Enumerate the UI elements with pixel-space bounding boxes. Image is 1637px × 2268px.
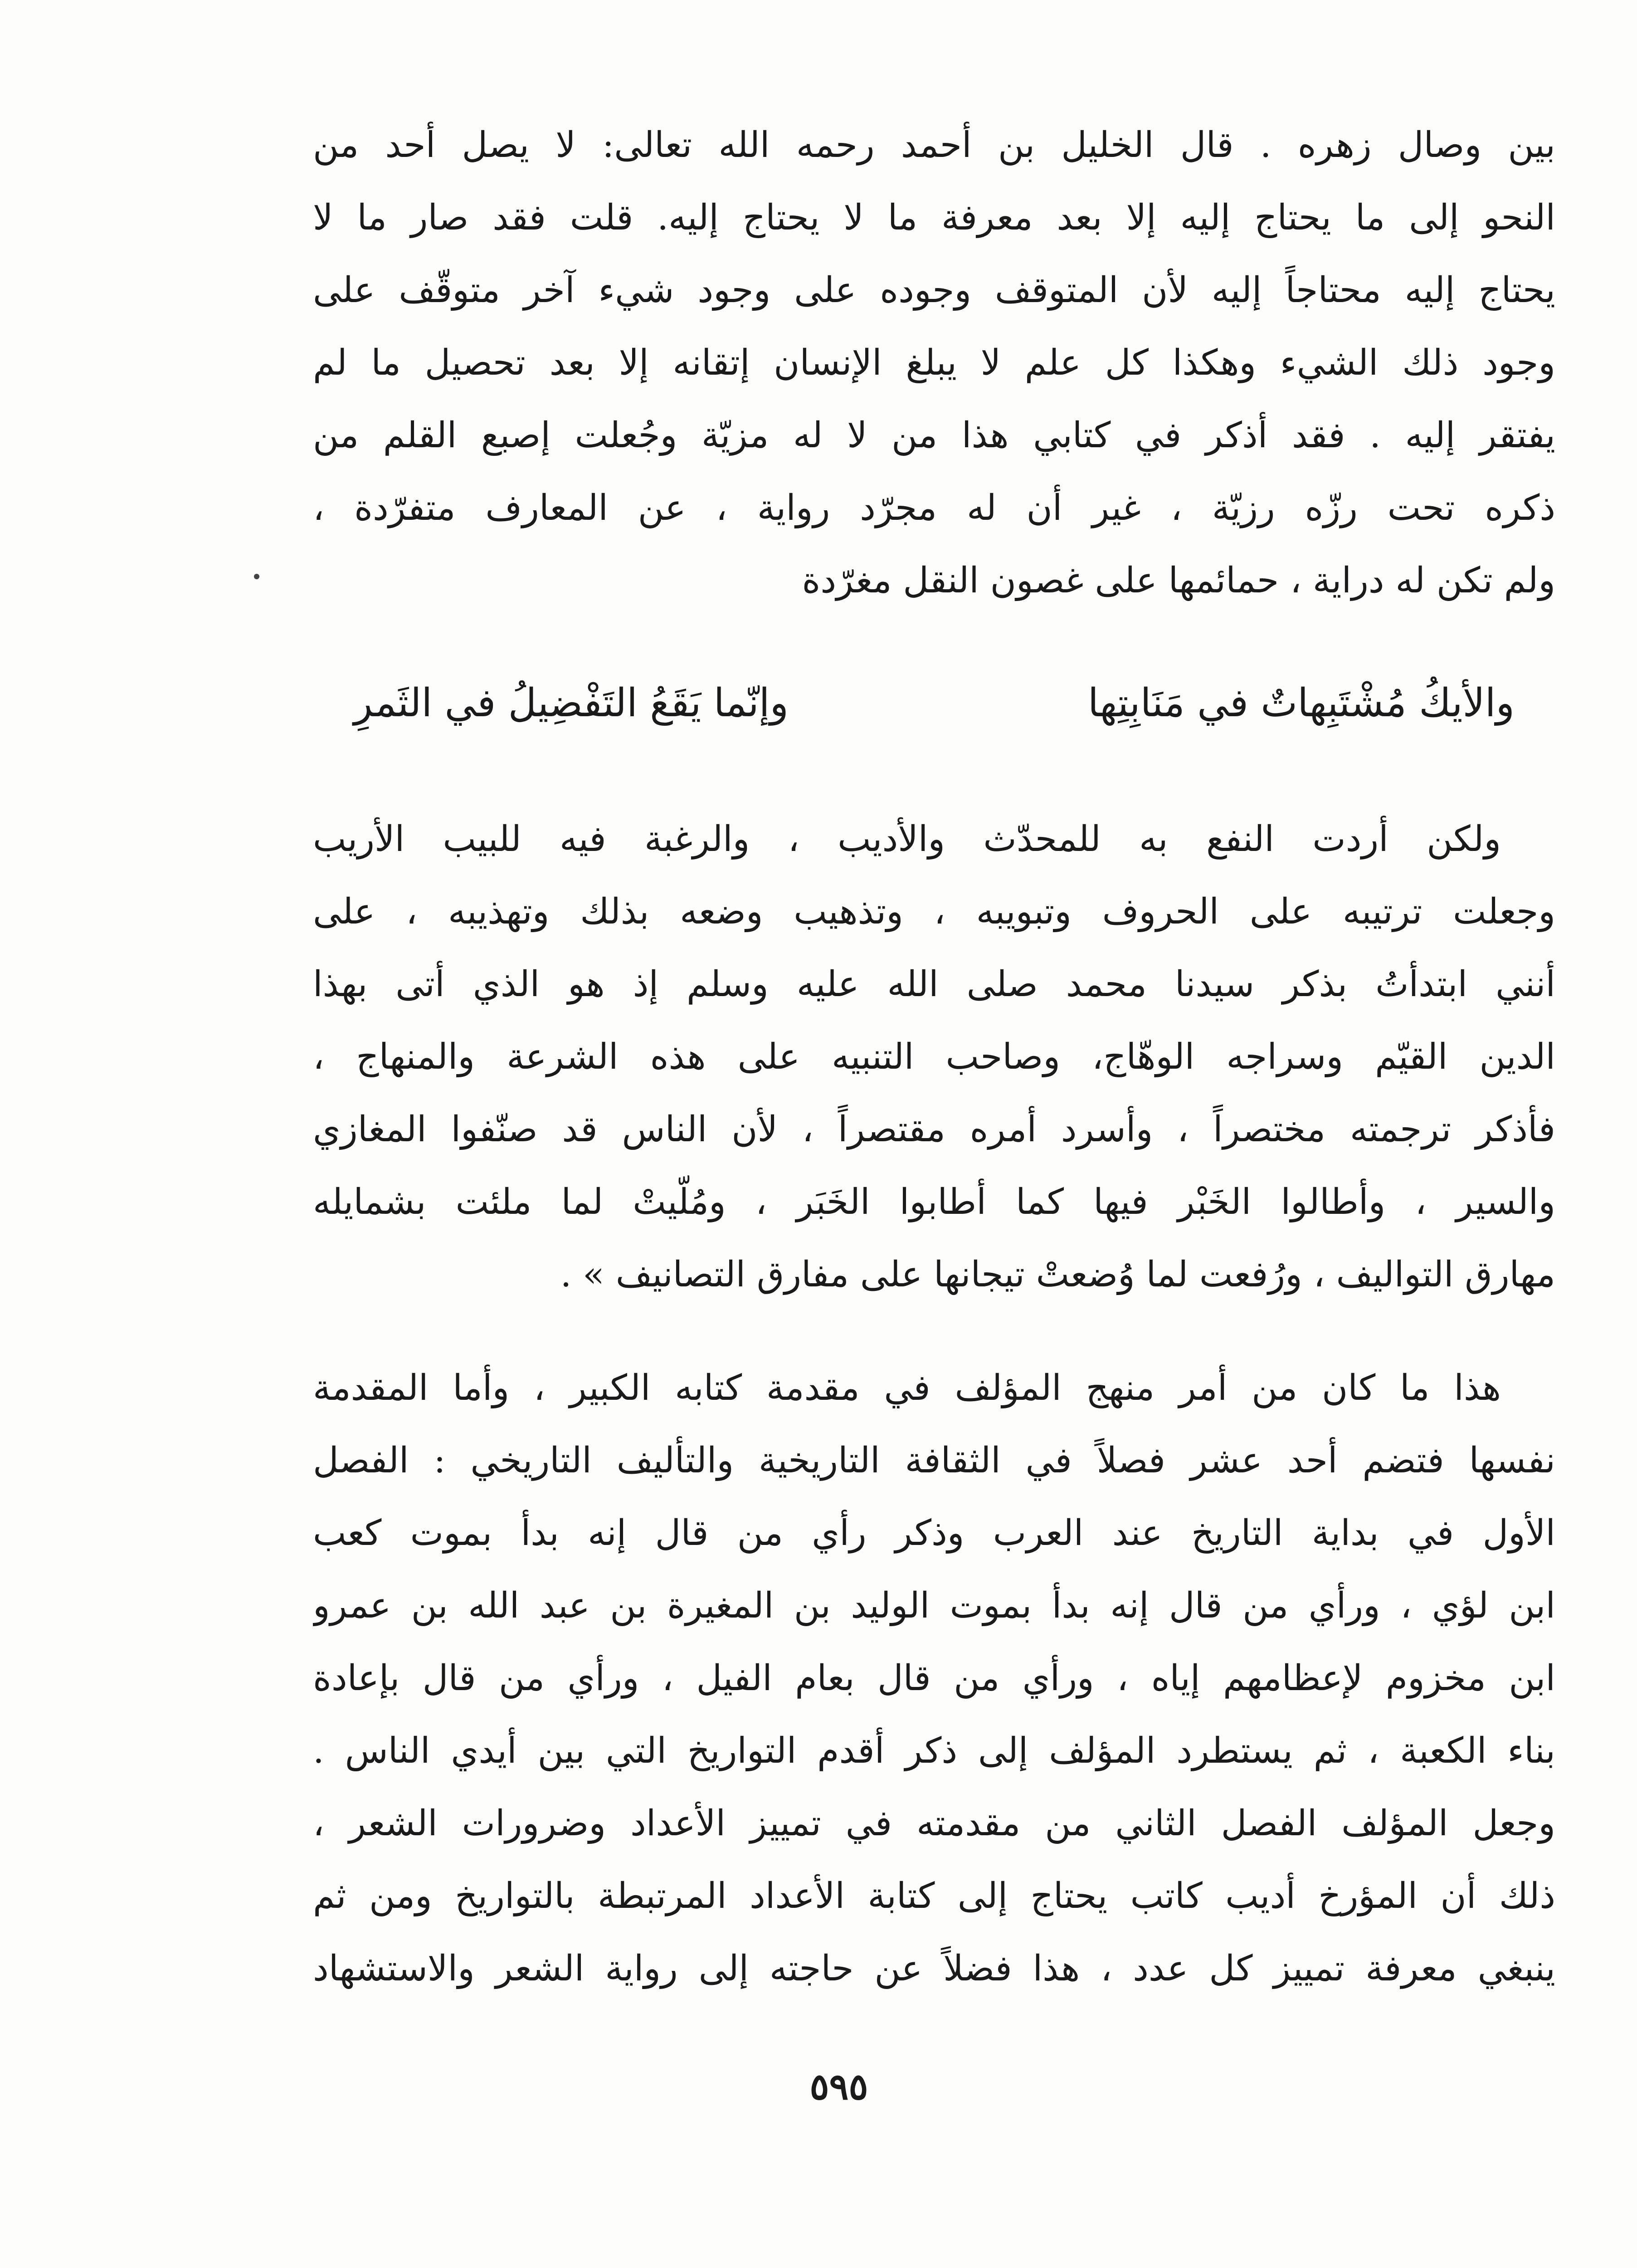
paragraph-1 (313, 109, 1555, 617)
paragraph-3 (313, 1352, 1555, 2005)
text-line: ذلك أن المؤرخ أديب كاتب يحتاج إلى كتابة الأعداد المرتبطة بالتواريخ ومن ثم (313, 1876, 1555, 1916)
text-line: يفتقر إليه . فقد أذكر في كتابي هذا من لا له مزيّة وجُعلت إصبع القلم من (313, 415, 1555, 456)
text-line: الدين القيّم وسراجه الوهّاج، وصاحب التنبيه على هذه الشرعة والمنهاج ، (313, 1036, 1555, 1077)
margin-mark (254, 574, 259, 579)
text-line: ابن مخزوم لإعظامهم إياه ، ورأي من قال بعام الفيل ، ورأي من قال بإعادة (313, 1658, 1555, 1699)
text-line: بناء الكعبة ، ثم يستطرد المؤلف إلى ذكر أقدم التواريخ التي بين أيدي الناس . (313, 1730, 1555, 1771)
text-line: ابن لؤي ، ورأي من قال إنه بدأ بموت الوليد بن المغيرة بن عبد الله بن عمرو (313, 1585, 1555, 1626)
paragraph-2 (313, 803, 1555, 1311)
text-line: الأول في بداية التاريخ عند العرب وذكر رأي من قال إنه بدأ بموت كعب (313, 1513, 1555, 1554)
text-line: يحتاج إليه محتاجاً إليه لأن المتوقف وجوده على وجود شيء آخر متوقّف على (313, 270, 1555, 311)
text-line: النحو إلى ما يحتاج إليه إلا بعد معرفة ما لا يحتاج إليه. قلت فقد صار ما لا (313, 197, 1555, 238)
text-line: هذا ما كان من أمر منهج المؤلف في مقدمة كتابه الكبير ، وأما المقدمة (313, 1368, 1501, 1408)
text-line: ولم تكن له دراية ، حمائمها على غصون النقل مغرّدة (802, 560, 1555, 601)
text-line: فأذكر ترجمته مختصراً ، وأسرد أمره مقتصراً ، لأن الناس قد صنّفوا المغازي (313, 1109, 1555, 1150)
page-number: ٥٩٥ (809, 2065, 868, 2108)
text-line: وجعل المؤلف الفصل الثاني من مقدمته في تمييز الأعداد وضرورات الشعر ، (313, 1803, 1555, 1844)
text-line: ذكره تحت رزّه رزيّة ، غير أن له مجرّد رواية ، عن المعارف متفرّدة ، (313, 488, 1555, 528)
text-line: وجود ذلك الشيء وهكذا كل علم لا يبلغ الإنسان إتقانه إلا بعد تحصيل ما لم (313, 342, 1555, 383)
text-line: والسير ، وأطالوا الخَبْر فيها كما أطابوا الخَبَر ، ومُلّيتْ لما ملئت بشمايله (313, 1182, 1555, 1222)
text-line: نفسها فتضم أحد عشر فصلاً في الثقافة التاريخية والتأليف التاريخي : الفصل (313, 1440, 1555, 1481)
text-line: ينبغي معرفة تمييز كل عدد ، هذا فضلاً عن حاجته إلى رواية الشعر والاستشهاد (313, 1948, 1555, 1989)
text-line: ولكن أردت النفع به للمحدّث والأديب ، والرغبة فيه للبيب الأريب (313, 819, 1501, 860)
text-line: وجعلت ترتيبه على الحروف وتبويبه ، وتذهيب وضعه بذلك وتهذيبه ، على (313, 891, 1555, 932)
text-line: بين وصال زهره . قال الخليل بن أحمد رحمه الله تعالى: لا يصل أحد من (313, 125, 1555, 166)
verse-first-hemistich: والأيكُ مُشْتَبِهاتٌ في مَنَابِتِها (1087, 680, 1515, 726)
text-line: مهارق التواليف ، ورُفعت لما وُضعتْ تيجانها على مفارق التصانيف » . (560, 1254, 1555, 1295)
poetry-verse (354, 662, 1515, 744)
verse-second-hemistich: وإنّما يَقَعُ التَفْضِيلُ في الثَمرِ (354, 680, 789, 726)
text-line: أنني ابتدأتُ بذكر سيدنا محمد صلى الله عليه وسلم إذ هو الذي أتى بهذا (313, 964, 1555, 1005)
